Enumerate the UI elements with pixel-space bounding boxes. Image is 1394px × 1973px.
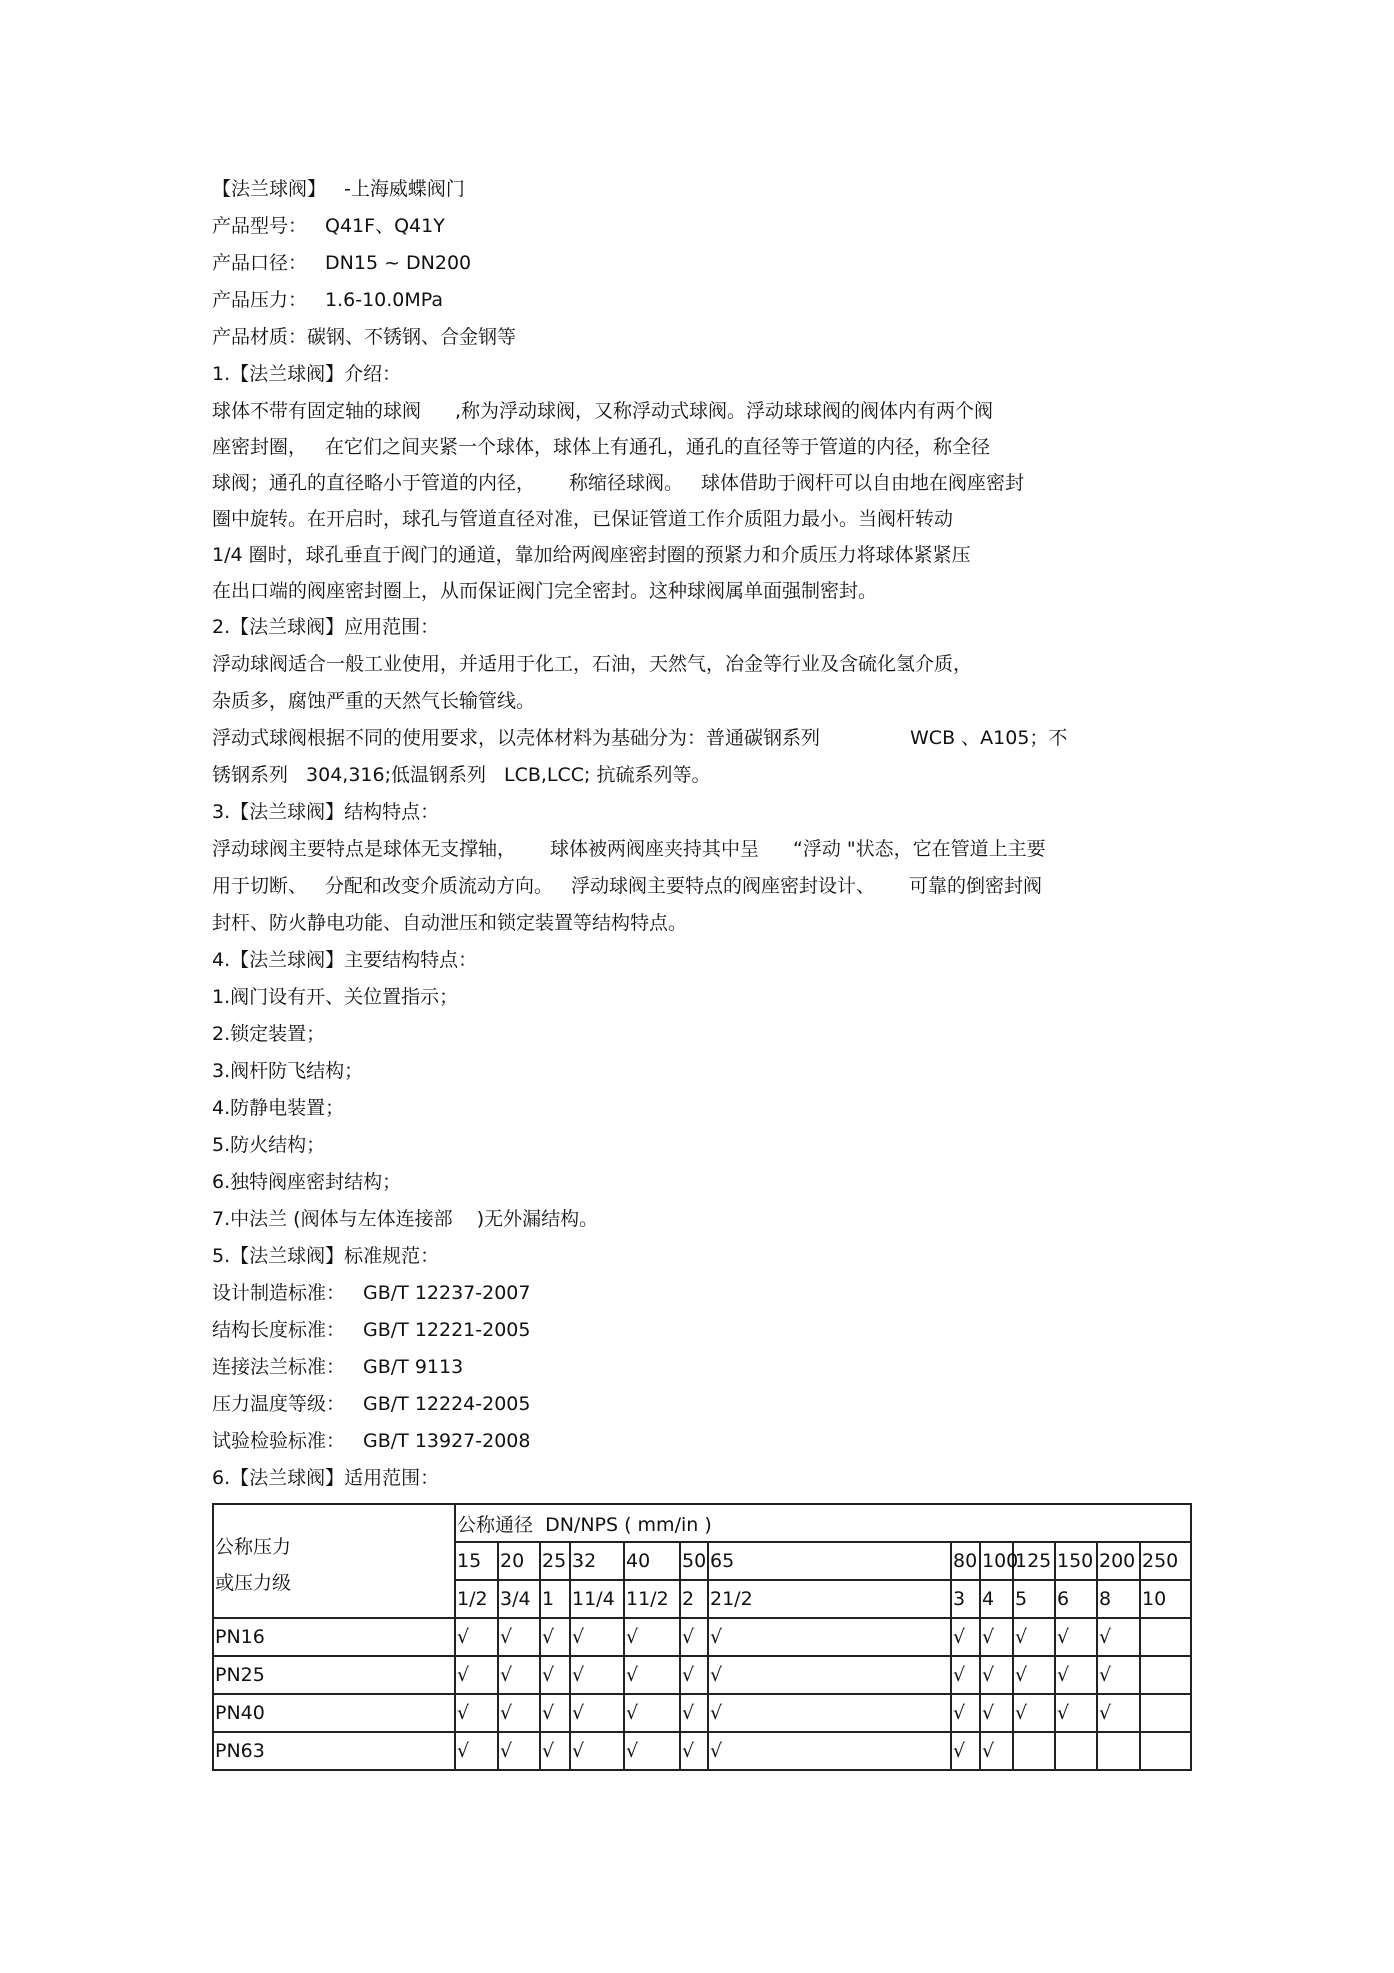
check-cell xyxy=(1055,1732,1097,1770)
doc-title: 【法兰球阀】 xyxy=(212,178,327,200)
dn-cell: 65 xyxy=(708,1542,951,1580)
check-cell xyxy=(570,1732,624,1770)
check-cell xyxy=(951,1656,980,1694)
section-1-line: 圈中旋转。在开启时，球孔与管道直径对准，已保证管道工作介质阻力最小。当阀杆转动 xyxy=(212,508,954,530)
nps-cell: 11/2 xyxy=(624,1580,680,1618)
section-1-line: 球体不带有固定轴的球阀 ,称为浮动球阀，又称浮动式球阀。浮动球球阀的阀体内有两个阀 xyxy=(212,400,994,422)
dn-cell: 250 xyxy=(1140,1542,1191,1580)
check-mark: √ xyxy=(572,1702,585,1724)
check-cell xyxy=(455,1694,498,1732)
check-mark: √ xyxy=(626,1626,639,1648)
check-mark: √ xyxy=(626,1702,639,1724)
spec-model: 产品型号： Q41F、Q41Y xyxy=(212,215,445,237)
check-mark: √ xyxy=(710,1664,723,1686)
pressure-class-label: PN16 xyxy=(213,1618,455,1656)
check-mark: √ xyxy=(500,1702,513,1724)
feature-item: 4.防静电装置； xyxy=(212,1097,345,1119)
check-cell xyxy=(980,1694,1013,1732)
dn-cell: 100 xyxy=(980,1542,1013,1580)
check-mark: √ xyxy=(626,1740,639,1762)
check-mark: √ xyxy=(1015,1702,1028,1724)
pressure-class-label: PN63 xyxy=(213,1732,455,1770)
check-cell xyxy=(624,1656,680,1694)
check-mark: √ xyxy=(953,1702,966,1724)
check-cell xyxy=(624,1694,680,1732)
check-mark: √ xyxy=(982,1740,995,1762)
nps-cell: 4 xyxy=(980,1580,1013,1618)
check-cell xyxy=(1055,1618,1097,1656)
dn-cell: 125 xyxy=(1013,1542,1055,1580)
pressure-class-label: PN40 xyxy=(213,1694,455,1732)
section-1-line: 1/4 圈时，球孔垂直于阀门的通道，靠加给两阀座密封圈的预紧力和介质压力将球体紧紧压 xyxy=(212,544,971,566)
check-mark: √ xyxy=(682,1740,695,1762)
check-cell xyxy=(498,1732,540,1770)
check-cell xyxy=(1013,1656,1055,1694)
check-mark: √ xyxy=(457,1664,470,1686)
nps-cell: 3 xyxy=(951,1580,980,1618)
table-header-row xyxy=(213,1504,1191,1542)
check-mark: √ xyxy=(572,1626,585,1648)
check-cell xyxy=(1097,1694,1140,1732)
check-mark: √ xyxy=(953,1664,966,1686)
check-cell xyxy=(498,1618,540,1656)
dn-cell: 80 xyxy=(951,1542,980,1580)
check-cell xyxy=(498,1656,540,1694)
section-1-line: 球阀；通孔的直径略小于管道的内径， 称缩径球阀。 球体借助于阀杆可以自由地在阀座密封 xyxy=(212,472,1025,494)
check-mark: √ xyxy=(1099,1702,1112,1724)
dn-cell: 15 xyxy=(455,1542,498,1580)
check-mark: √ xyxy=(542,1702,555,1724)
check-mark: √ xyxy=(457,1626,470,1648)
check-cell xyxy=(951,1732,980,1770)
check-cell xyxy=(980,1656,1013,1694)
check-cell xyxy=(680,1618,708,1656)
check-mark: √ xyxy=(682,1702,695,1724)
section-1-heading: 1.【法兰球阀】介绍： xyxy=(212,363,402,385)
check-cell xyxy=(1097,1732,1140,1770)
standard-row: 压力温度等级： GB/T 12224-2005 xyxy=(212,1393,531,1415)
check-cell xyxy=(1140,1656,1191,1694)
check-cell xyxy=(570,1694,624,1732)
check-mark: √ xyxy=(982,1626,995,1648)
section-1-line: 在出口端的阀座密封圈上，从而保证阀门完全密封。这种球阀属单面强制密封。 xyxy=(212,580,878,602)
section-2-line: 浮动式球阀根据不同的使用要求，以壳体材料为基础分为：普通碳钢系列 WCB 、A105；不 xyxy=(212,727,1068,749)
check-mark: √ xyxy=(1057,1626,1070,1648)
check-cell xyxy=(540,1694,570,1732)
dn-cell: 50 xyxy=(680,1542,708,1580)
feature-item: 5.防火结构； xyxy=(212,1134,326,1156)
nps-cell: 10 xyxy=(1140,1580,1191,1618)
check-cell xyxy=(951,1694,980,1732)
check-cell xyxy=(455,1656,498,1694)
check-cell xyxy=(680,1732,708,1770)
feature-item: 3.阀杆防飞结构； xyxy=(212,1060,364,1082)
check-cell xyxy=(570,1656,624,1694)
check-mark: √ xyxy=(682,1664,695,1686)
check-cell xyxy=(1140,1694,1191,1732)
feature-item: 7.中法兰 (阀体与左体连接部 )无外漏结构。 xyxy=(212,1208,599,1230)
check-cell xyxy=(708,1732,951,1770)
check-cell xyxy=(1013,1694,1055,1732)
check-cell xyxy=(1140,1618,1191,1656)
pressure-row-pn63 xyxy=(213,1732,1191,1770)
section-2-line: 浮动球阀适合一般工业使用，并适用于化工，石油，天然气，冶金等行业及含硫化氢介质， xyxy=(212,653,973,675)
check-cell xyxy=(680,1694,708,1732)
pressure-class-header: 公称压力 或压力级 xyxy=(213,1504,455,1618)
check-cell xyxy=(455,1618,498,1656)
check-mark: √ xyxy=(542,1664,555,1686)
check-mark: √ xyxy=(626,1664,639,1686)
pressure-row-pn25 xyxy=(213,1656,1191,1694)
check-mark: √ xyxy=(500,1626,513,1648)
pressure-row-pn16 xyxy=(213,1618,1191,1656)
nps-cell: 6 xyxy=(1055,1580,1097,1618)
standard-row: 试验检验标准： GB/T 13927-2008 xyxy=(212,1430,531,1452)
check-cell xyxy=(624,1618,680,1656)
check-mark: √ xyxy=(542,1626,555,1648)
check-cell xyxy=(1013,1732,1055,1770)
feature-item: 2.锁定装置； xyxy=(212,1023,326,1045)
spec-size: 产品口径： DN15 ~ DN200 xyxy=(212,252,472,274)
check-cell xyxy=(1055,1694,1097,1732)
check-mark: √ xyxy=(572,1740,585,1762)
check-mark: √ xyxy=(457,1740,470,1762)
check-mark: √ xyxy=(500,1740,513,1762)
section-2-heading: 2.【法兰球阀】应用范围： xyxy=(212,616,440,638)
section-2-line: 锈钢系列 304,316;低温钢系列 LCB,LCC; 抗硫系列等。 xyxy=(212,764,711,786)
check-cell xyxy=(540,1618,570,1656)
company-name: -上海威蝶阀门 xyxy=(344,178,465,200)
check-mark: √ xyxy=(1057,1702,1070,1724)
document-page xyxy=(212,171,1192,1497)
check-cell xyxy=(708,1618,951,1656)
pressure-rows xyxy=(213,1618,1191,1770)
check-mark: √ xyxy=(982,1664,995,1686)
section-5-heading: 5.【法兰球阀】标准规范： xyxy=(212,1245,440,1267)
title-line xyxy=(212,171,1192,208)
nps-cell: 1 xyxy=(540,1580,570,1618)
check-mark: √ xyxy=(953,1626,966,1648)
nps-cell: 5 xyxy=(1013,1580,1055,1618)
nps-cell: 21/2 xyxy=(708,1580,951,1618)
nps-cell: 11/4 xyxy=(570,1580,624,1618)
section-3-line: 浮动球阀主要特点是球体无支撑轴， 球体被两阀座夹持其中呈 “浮动 "状态，它在管道上主要 xyxy=(212,838,1046,860)
dn-cell: 150 xyxy=(1055,1542,1097,1580)
section-3-heading: 3.【法兰球阀】结构特点： xyxy=(212,801,440,823)
dn-cell: 32 xyxy=(570,1542,624,1580)
check-cell xyxy=(1097,1618,1140,1656)
check-cell xyxy=(540,1656,570,1694)
check-mark: √ xyxy=(1015,1626,1028,1648)
section-3-line: 封杆、防火静电功能、自动泄压和锁定装置等结构特点。 xyxy=(212,912,688,934)
check-mark: √ xyxy=(710,1740,723,1762)
pressure-row-pn40 xyxy=(213,1694,1191,1732)
nps-cell: 2 xyxy=(680,1580,708,1618)
check-mark: √ xyxy=(982,1702,995,1724)
check-cell xyxy=(708,1694,951,1732)
check-cell xyxy=(708,1656,951,1694)
check-mark: √ xyxy=(500,1664,513,1686)
check-mark: √ xyxy=(710,1626,723,1648)
check-mark: √ xyxy=(1015,1664,1028,1686)
check-mark: √ xyxy=(953,1740,966,1762)
check-mark: √ xyxy=(710,1702,723,1724)
check-mark: √ xyxy=(542,1740,555,1762)
standard-row: 结构长度标准： GB/T 12221-2005 xyxy=(212,1319,531,1341)
check-cell xyxy=(1055,1656,1097,1694)
section-2-line: 杂质多，腐蚀严重的天然气长输管线。 xyxy=(212,690,536,712)
check-mark: √ xyxy=(1057,1664,1070,1686)
spec-pressure: 产品压力： 1.6-10.0MPa xyxy=(212,289,444,311)
section-4-heading: 4.【法兰球阀】主要结构特点： xyxy=(212,949,478,971)
check-cell xyxy=(680,1656,708,1694)
check-mark: √ xyxy=(572,1664,585,1686)
dn-cell: 40 xyxy=(624,1542,680,1580)
check-mark: √ xyxy=(1099,1664,1112,1686)
check-cell xyxy=(1097,1656,1140,1694)
check-cell xyxy=(624,1732,680,1770)
check-cell xyxy=(540,1732,570,1770)
standard-row: 连接法兰标准： GB/T 9113 xyxy=(212,1356,464,1378)
section-1-line: 座密封圈， 在它们之间夹紧一个球体，球体上有通孔，通孔的直径等于管道的内径，称全径 xyxy=(212,436,991,458)
check-cell xyxy=(980,1618,1013,1656)
pressure-class-label: PN25 xyxy=(213,1656,455,1694)
check-cell xyxy=(570,1618,624,1656)
check-mark: √ xyxy=(457,1702,470,1724)
nominal-size-header: 公称通径 DN/NPS ( mm/in ) xyxy=(455,1504,1191,1542)
check-cell xyxy=(951,1618,980,1656)
feature-item: 6.独特阀座密封结构； xyxy=(212,1171,402,1193)
spec-material: 产品材质：碳钢、不锈钢、合金钢等 xyxy=(212,326,517,348)
dn-cell: 200 xyxy=(1097,1542,1140,1580)
pressure-range-table xyxy=(212,1503,1192,1771)
check-cell xyxy=(1013,1618,1055,1656)
check-cell xyxy=(980,1732,1013,1770)
check-cell xyxy=(1140,1732,1191,1770)
section-6-heading: 6.【法兰球阀】适用范围： xyxy=(212,1467,440,1489)
check-mark: √ xyxy=(1099,1626,1112,1648)
check-cell xyxy=(498,1694,540,1732)
dn-cell: 25 xyxy=(540,1542,570,1580)
dn-cell: 20 xyxy=(498,1542,540,1580)
standard-row: 设计制造标准： GB/T 12237-2007 xyxy=(212,1282,531,1304)
check-cell xyxy=(455,1732,498,1770)
feature-item: 1.阀门设有开、关位置指示； xyxy=(212,986,459,1008)
nps-cell: 3/4 xyxy=(498,1580,540,1618)
section-3-line: 用于切断、 分配和改变介质流动方向。 浮动球阀主要特点的阀座密封设计、 可靠的倒密封阀 xyxy=(212,875,1043,897)
nps-cell: 8 xyxy=(1097,1580,1140,1618)
nps-cell: 1/2 xyxy=(455,1580,498,1618)
check-mark: √ xyxy=(682,1626,695,1648)
